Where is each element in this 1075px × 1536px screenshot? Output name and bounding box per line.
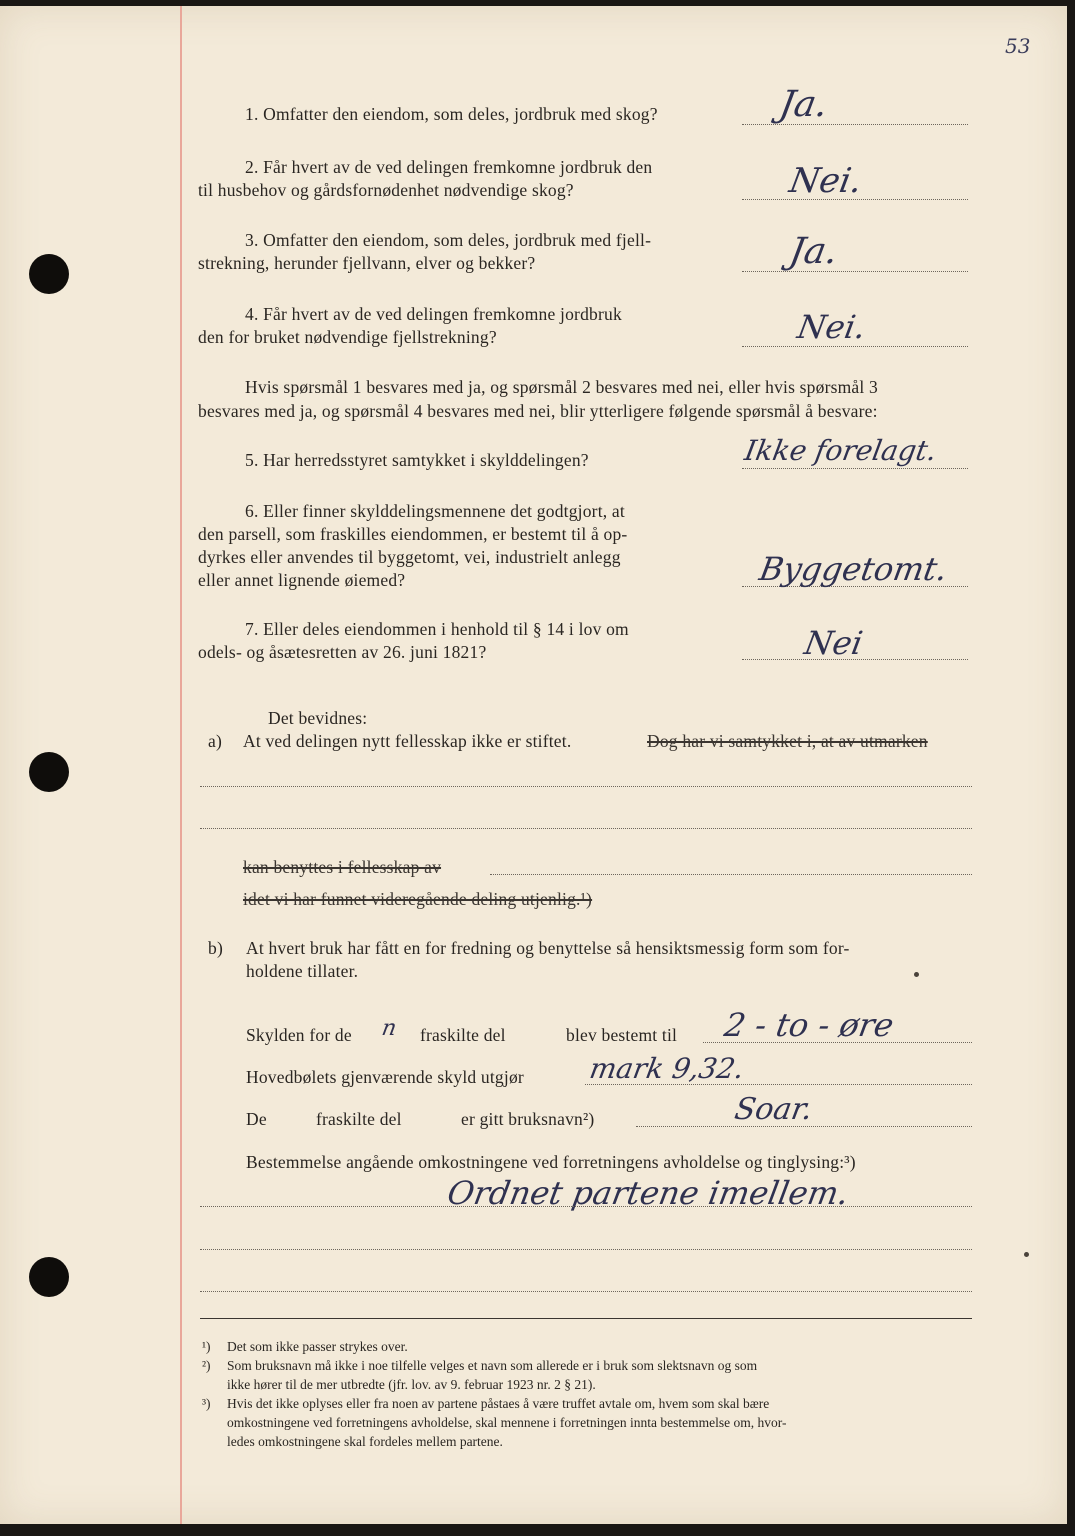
skyld-label: Skylden for de	[246, 1025, 352, 1045]
page-number: 53	[1005, 34, 1031, 58]
attest-a-struck-3: idet vi har funnet videregående deling utjenlig.¹)	[243, 889, 593, 909]
footnote-3-text: Hvis det ikke oplyses eller fra noen av partene påstaes å være truffet avtale om, hvem som skal bære	[227, 1396, 770, 1411]
answer-line	[742, 271, 968, 272]
bruksnavn-label-b: fraskilte del	[316, 1109, 402, 1129]
answer-5: Ikke forelagt.	[742, 434, 940, 467]
attest-b-line-1: At hvert bruk har fått en for fredning og benyttelse så hensiktsmessig form som for-	[246, 938, 850, 958]
ink-speck	[1024, 1252, 1029, 1257]
answer-4: Nei.	[794, 308, 869, 346]
footnote-2-text: ikke hører til de mer utbredte (jfr. lov. av 9. februar 1923 nr. 2 § 21).	[227, 1377, 596, 1392]
footnote-3-text: omkostningene ved forretningens avholdelse, skal mennene i forretningen innta bestemmelse om, hvor-	[227, 1415, 787, 1430]
question-1: 1. Omfatter den eiendom, som deles, jordbruk med skog?	[245, 104, 658, 124]
skyld-handwritten-suffix: n	[379, 1016, 399, 1041]
question-4-line-1: 4. Får hvert av de ved delingen fremkomne jordbruk	[245, 304, 622, 324]
bruksnavn-label-a: De	[246, 1109, 267, 1129]
answer-2: Nei.	[786, 161, 866, 201]
answer-line	[742, 346, 968, 347]
footnote-divider	[200, 1318, 972, 1319]
footnote-3-mark: ³)	[202, 1396, 211, 1411]
answer-7: Nei	[801, 624, 866, 662]
attest-a-label: a)	[208, 731, 222, 751]
omkostning-label: Bestemmelse angående omkostningene ved forretningens avholdelse og tinglysing:³)	[246, 1152, 856, 1172]
question-6-line-1: 6. Eller finner skylddelingsmennene det godtgjort, at	[245, 501, 625, 521]
bruksnavn-answer: Soar.	[731, 1092, 816, 1127]
bruksnavn-label-c: er gitt bruksnavn²)	[461, 1109, 595, 1129]
blank-line	[200, 1249, 972, 1250]
blank-line	[200, 786, 972, 787]
attest-a-struck-2: kan benyttes i fellesskap av	[243, 857, 442, 877]
skyld-answer: 2 - to - øre	[721, 1006, 897, 1044]
question-6-line-2: den parsell, som fraskilles eiendommen, er bestemt til å op-	[198, 524, 628, 544]
hovedbol-label: Hovedbølets gjenværende skyld utgjør	[246, 1067, 524, 1087]
footnote-1-mark: ¹)	[202, 1339, 211, 1354]
question-5: 5. Har herredsstyret samtykket i skylddelingen?	[245, 450, 589, 470]
punch-hole	[29, 752, 69, 792]
attest-a-text: At ved delingen nytt fellesskap ikke er stiftet.	[243, 731, 572, 751]
answer-6: Byggetomt.	[756, 550, 951, 588]
blank-line	[200, 828, 972, 829]
footnote-1-text: Det som ikke passer strykes over.	[227, 1339, 408, 1354]
answer-3: Ja.	[786, 231, 841, 272]
question-3-line-2: strekning, herunder fjellvann, elver og bekker?	[198, 253, 536, 273]
condition-text-line-1: Hvis spørsmål 1 besvares med ja, og spørsmål 2 besvares med nei, eller hvis spørsmål 3	[245, 377, 878, 397]
omkostning-answer: Ordnet partene imellem.	[444, 1174, 852, 1212]
attest-b-label: b)	[208, 938, 223, 958]
footnote-3-text: ledes omkostningene skal fordeles mellem partene.	[227, 1434, 503, 1449]
question-4-line-2: den for bruket nødvendige fjellstrekning?	[198, 327, 497, 347]
question-6-line-4: eller annet lignende øiemed?	[198, 570, 406, 590]
blank-line	[200, 1206, 972, 1207]
question-6-line-3: dyrkes eller anvendes til byggetomt, vei, industrielt anlegg	[198, 547, 621, 567]
question-7-line-2: odels- og åsætesretten av 26. juni 1821?	[198, 642, 487, 662]
skyld-label-part: blev bestemt til	[566, 1025, 678, 1045]
attest-a-struck: Dog har vi samtykket i, at av utmarken	[647, 731, 928, 751]
ink-speck	[914, 972, 919, 977]
question-2-line-1: 2. Får hvert av de ved delingen fremkomne jordbruk den	[245, 157, 653, 177]
document-page	[0, 6, 1067, 1524]
question-2-line-2: til husbehov og gårdsfornødenhet nødvendige skog?	[198, 180, 574, 200]
footnote-2-mark: ²)	[202, 1358, 211, 1373]
punch-hole	[29, 1257, 69, 1297]
condition-text-line-2: besvares med ja, og spørsmål 4 besvares med nei, blir ytterligere følgende spørsmål å besvare:	[198, 401, 878, 421]
attest-b-line-2: holdene tillater.	[246, 961, 359, 981]
punch-hole	[29, 254, 69, 294]
blank-line	[200, 1291, 972, 1292]
footnote-2-text: Som bruksnavn må ikke i noe tilfelle velges et navn som allerede er i bruk som slektsnavn og som	[227, 1358, 758, 1373]
question-7-line-1: 7. Eller deles eiendommen i henhold til § 14 i lov om	[245, 619, 629, 639]
question-3-line-1: 3. Omfatter den eiendom, som deles, jordbruk med fjell-	[245, 230, 652, 250]
hovedbol-answer: mark 9,32.	[587, 1052, 747, 1085]
answer-1: Ja.	[776, 84, 831, 125]
answer-line	[742, 468, 968, 469]
margin-line	[180, 6, 182, 1524]
skyld-label-part: fraskilte del	[420, 1025, 506, 1045]
blank-line	[490, 874, 972, 875]
attest-heading: Det bevidnes:	[268, 708, 368, 728]
